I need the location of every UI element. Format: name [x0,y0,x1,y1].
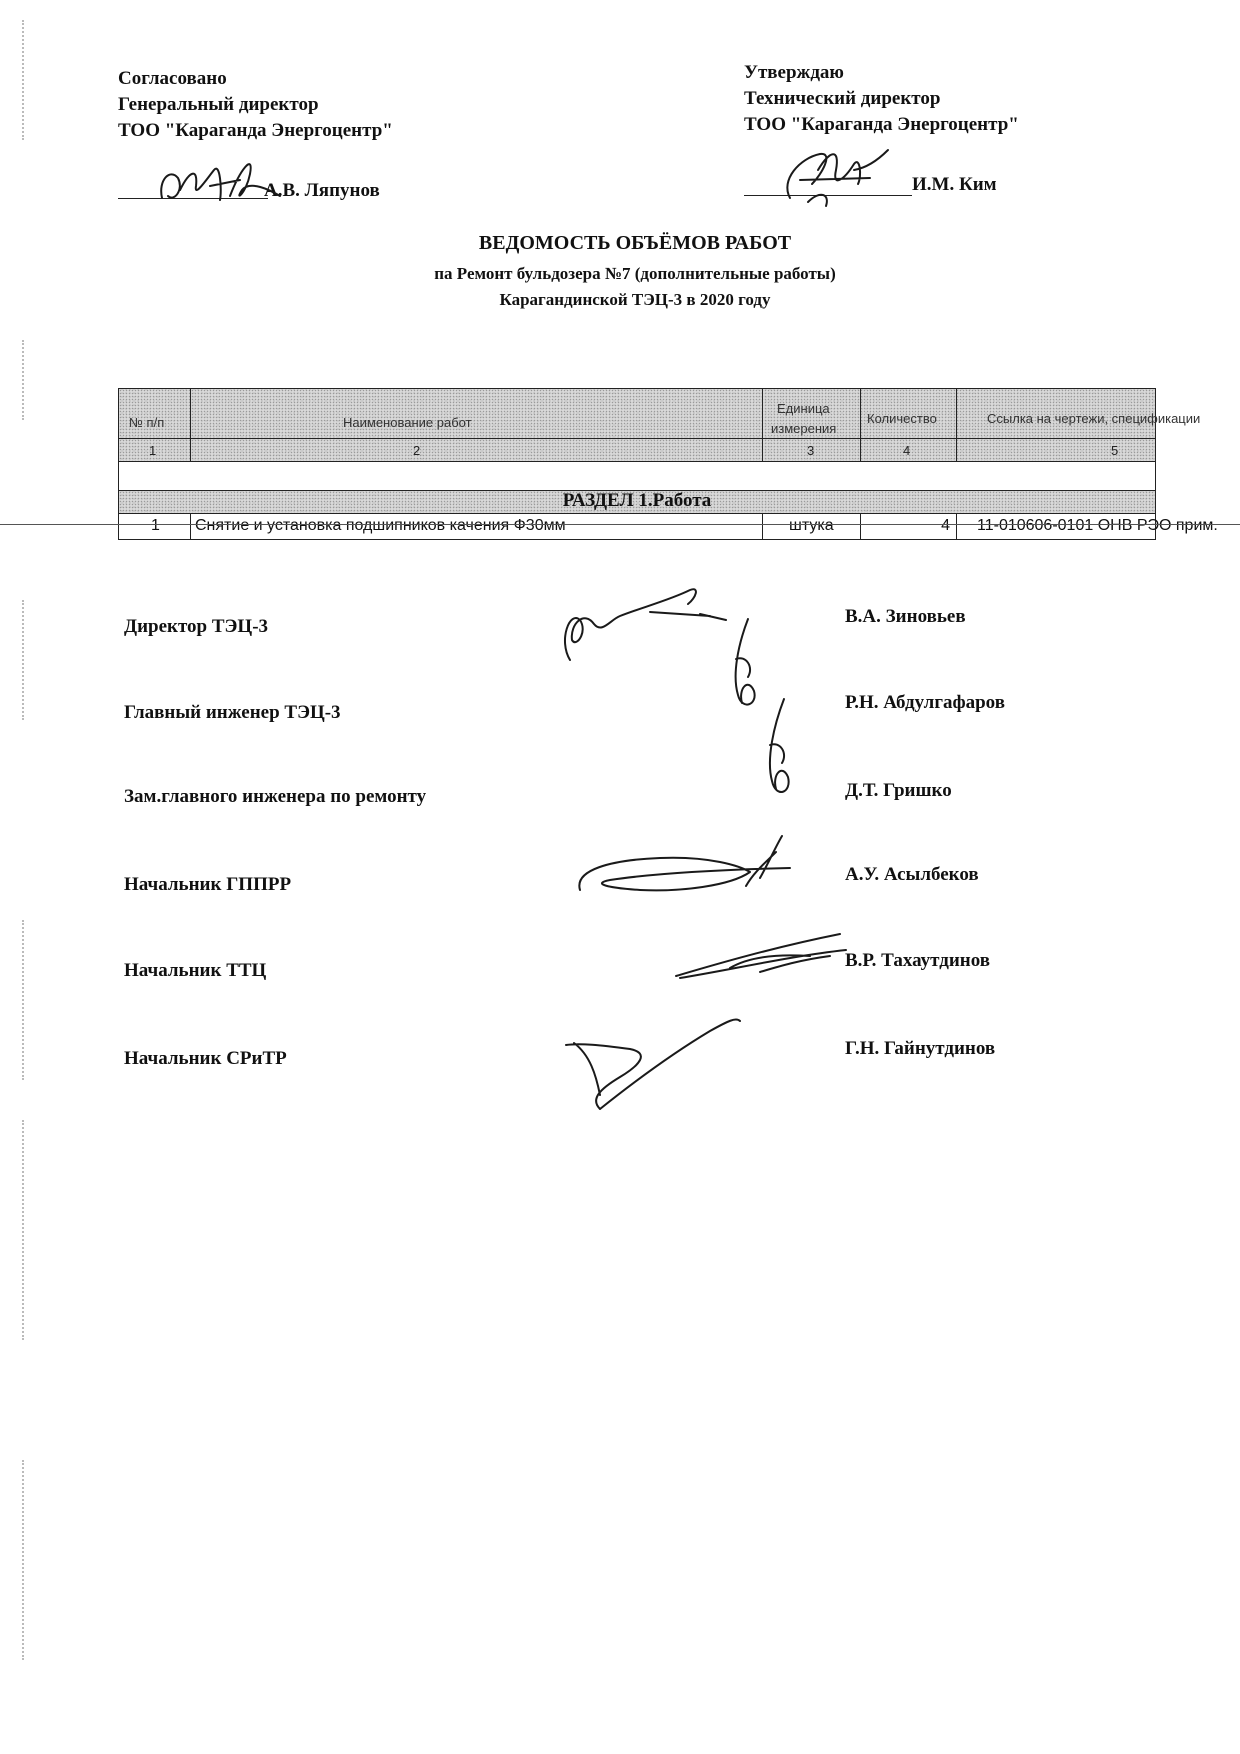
approval-right-company: ТОО "Караганда Энергоцентр" [744,114,1019,135]
col-number: 4 [903,443,911,458]
approval-right-signer: И.М. Ким [912,174,997,195]
col-number: 5 [1111,443,1119,458]
scan-artifact [22,920,28,1080]
document-subtitle-2: Карагандинской ТЭЦ-3 в 2020 году [499,290,771,309]
signature-left [150,150,290,210]
table-column-numbers-row [118,438,1156,462]
document-subtitle-1: па Ремонт бульдозера №7 (дополнительные работы) [434,264,836,283]
signatory-position: Начальник ТТЦ [124,960,267,981]
header-unit-line1: Единица [777,401,830,416]
row-unit: штука [789,517,834,534]
signatory-position: Начальник СРиТР [124,1048,287,1069]
approval-block-left [118,66,393,144]
signatory-name: Д.Т. Гришко [845,780,952,801]
signatory-name: Р.Н. Абдулгафаров [845,692,1005,713]
signatory-position: Директор ТЭЦ-3 [124,616,269,637]
table-row [118,514,1218,540]
row-reference: 11-010606-0101 ОНВ РЭО прим. [977,517,1218,534]
signature-director [550,580,730,670]
table-section-row [118,490,1156,514]
scan-artifact [22,600,28,720]
signature-sritr [560,1015,760,1115]
header-num: № п/п [129,415,165,430]
scan-fold-line [0,524,1240,525]
approval-right-status: Утверждаю [744,62,844,83]
approval-right-position: Технический директор [744,88,941,109]
header-qty: Количество [867,411,937,426]
signatory-name: В.А. Зиновьев [845,606,966,627]
document-title: ВЕДОМОСТЬ ОБЪЁМОВ РАБОТ [478,232,792,254]
header-ref: Ссылка на чертежи, спецификации [987,411,1201,426]
approval-block-right [744,60,1019,138]
approval-left-company: ТОО "Караганда Энергоцентр" [118,120,393,141]
scan-artifact [22,1460,28,1660]
signature-deputy-engineer [750,695,810,805]
col-number: 2 [413,443,421,458]
section-title: РАЗДЕЛ 1.Работа [562,490,712,511]
approval-left-signer: А.В. Ляпунов [264,180,380,201]
signature-gpprr [570,830,810,910]
signature-right [770,140,910,210]
approval-left-status: Согласовано [118,68,227,89]
signatory-name: В.Р. Тахаутдинов [845,950,991,971]
row-work-name: Снятие и установка подшипников качения Ф30мм [195,517,566,534]
col-number: 1 [149,443,157,458]
header-name: Наименование работ [343,415,472,430]
approval-left-position: Генеральный директор [118,94,319,115]
scan-artifact [22,20,28,140]
signatory-position: Зам.главного инженера по ремонту [124,786,427,807]
header-unit-line2: измерения [771,421,837,436]
signatory-name: А.У. Асылбеков [845,864,979,885]
signatory-position: Главный инженер ТЭЦ-3 [124,702,341,723]
row-num: 1 [151,517,160,534]
col-number: 3 [807,443,815,458]
scan-artifact [22,1120,28,1340]
row-qty: 4 [941,517,950,534]
scan-artifact [22,340,28,420]
table-header-row [118,388,1201,438]
table-spacer-row [118,462,1156,490]
signatory-position: Начальник ГППРР [124,874,292,895]
signature-ttc [670,926,850,986]
signatory-name: Г.Н. Гайнутдинов [845,1038,996,1059]
